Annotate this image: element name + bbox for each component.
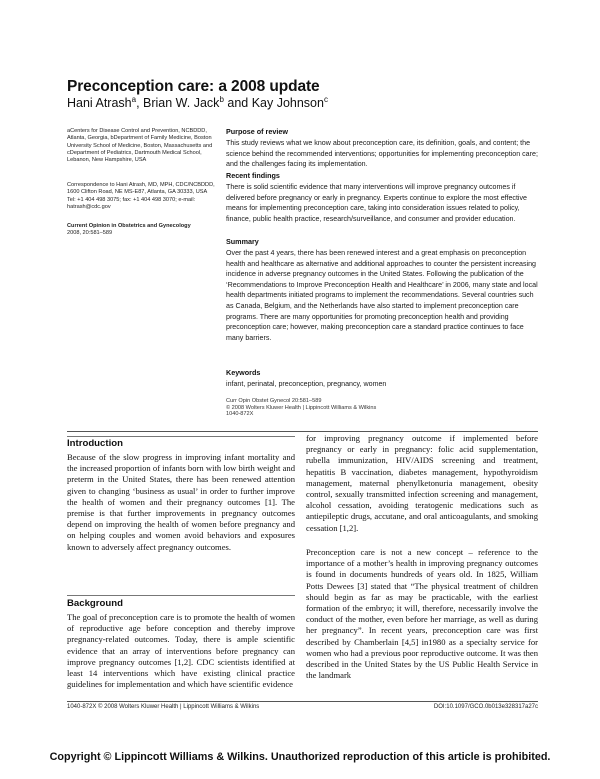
footer-doi: DOI:10.1097/GCO.0b013e328317a27c [433,704,538,710]
correspondence: Correspondence to Hani Atrash, MD, MPH, CDC/NCBDDD, 1600 Clifton Road, NE MS-E87, Atlanta, GA 30333, USA Tel: +1 404 498 3075; fax: +1 404 498 3070; e-mail: hatrash@cdc.gov [67,182,215,210]
heading-rule [67,595,295,596]
author-name: and Kay Johnson [223,96,324,111]
author-affiliation-mark: b [219,95,224,104]
keywords-text: infant, perinatal, preconception, pregnancy, women [226,380,387,388]
author-name: Hani Atrash [67,96,132,111]
author-name: , Brian W. Jack [136,96,220,111]
keywords-heading: Keywords [226,368,261,377]
findings-text: There is solid scientific evidence that many interventions will improve pregnancy outcomes if delivered before pregnancy or early in pregnancy. Experts continue to explore the most effective means for implementing preconception care, taking into consideration issues related to policy, finance, public health practice, research/surveillance, and consumer and provider education. [226,183,527,223]
background-heading: Background [67,598,123,609]
right-column-paragraph: for improving pregnancy outcome if implemented before pregnancy or early in pregnancy: folic acid supplementation, rubella immunization, HIV/AIDS screening and treatment, hepatitis B vaccination, diabetes management, hypothyroidism management, maternal phenylketonuria management, obesity control, sexually transmitted infection screening and management, alcohol cessation, avoiding teratogenic medications such as antiepileptic drugs, accutane, and oral anticoagulants, and smoking cessation [1,2]. [306,433,538,533]
author-list [67,95,328,110]
copyright-notice: Copyright © Lippincott Williams & Wilkins. Unauthorized reproduction of this article is prohibited. [49,751,551,763]
article-title: Preconception care: a 2008 update [67,78,320,95]
journal-issue: 2008, 20:581–589 [67,230,113,237]
citation-line: Curr Opin Obstet Gynecol 20:581–589 [226,398,322,404]
background-text: The goal of preconception care is to promote the health of women of reproductive age before conception and thereby improve pregnancy-related outcomes. Today, there is ample scientific evidence that an array of interventions before pregnancy can improve pregnancy outcomes [1,2]. CDC scientists identified at least 14 interventions which have existing clinical practice guidelines for implementation and which have scientific evidence [67,612,295,690]
purpose-text: This study reviews what we know about preconception care, its definition, goals, and content; the science behind the recommended interventions; opportunities for implementing preconception care; and the challenges facing its implementation. [226,139,538,169]
heading-rule [67,436,295,437]
findings-heading: Recent findings [226,171,280,180]
author-affiliation-mark: a [131,95,137,104]
journal-name: Current Opinion in Obstetrics and Gynecology [67,223,191,229]
footer-publisher: 1040-872X © 2008 Wolters Kluwer Health | Lippincott Williams & Wilkins [67,704,260,710]
citation-line: 1040-872X [226,411,254,418]
summary-text: Over the past 4 years, there has been renewed interest and a great emphasis on preconception health and healthcare as alternative and additional approaches to counter the persistent increasing incidence in adverse pregnancy outcomes in the United States. Following the publication of the ‘Recommendations to Improve Preconception Health and Healthcare’ in 2006, many state and local health departments initiated programs to implement the recommendations. Several countries such as Canada, Belgium, and the Netherlands have also started to implement preconception care programs. There are many opportunities for promoting preconception health and providing preconception care; however, making preconception care a standard practice continues to face many barriers. [226,249,538,342]
citation-line: © 2008 Wolters Kluwer Health | Lippincott Williams & Wilkins [226,404,377,411]
journal-info [67,223,217,238]
right-column-paragraph: Preconception care is not a new concept – reference to the importance of a mother’s health in improving pregnancy outcomes is found in documents hundreds of years old. In 1825, William Potts Dewees [3] stated that “The physical treatment of children should begin as far as may be practicable, with the earliest formation of the embryo; it will, therefore, necessarily involve the conduct of the mother, even before her marriage, as well as during her pregnancy”. In recent years, preconception care was first described by Chamberlain [4,5] in1980 as a specialty service for women who had a previous poor reproductive outcome. It was then described in the United States by the US Public Health Service in the landmark [306,547,538,681]
introduction-text: Because of the slow progress in improving infant mortality and the increased proportion of infants born with low birth weight and preterm in the United States, there has been renewed attention given to changing ‘business as usual’ in order to further improve the health of women and their pregnancy outcomes [1]. The premise is that further improvements in pregnancy outcomes depend on improving the health of women before pregnancy and on helping couples and women avoid behaviors and exposures known to adversely affect pregnancy outcomes. [67,452,295,552]
footer-rule [67,701,538,702]
affiliations: aCenters for Disease Control and Prevention, NCBDDD, Atlanta, Georgia, bDepartment of Family Medicine, Boston University School of Medicine, Boston, Massachusetts and cDepartment of Pediatrics, Dartmouth Medical School, Lebanon, New Hampshire, USA [67,128,213,164]
summary-heading: Summary [226,237,259,246]
section-divider [67,431,538,432]
purpose-heading: Purpose of review [226,127,288,136]
introduction-heading: Introduction [67,438,123,449]
author-affiliation-mark: c [323,95,328,104]
citation-block [226,398,426,418]
